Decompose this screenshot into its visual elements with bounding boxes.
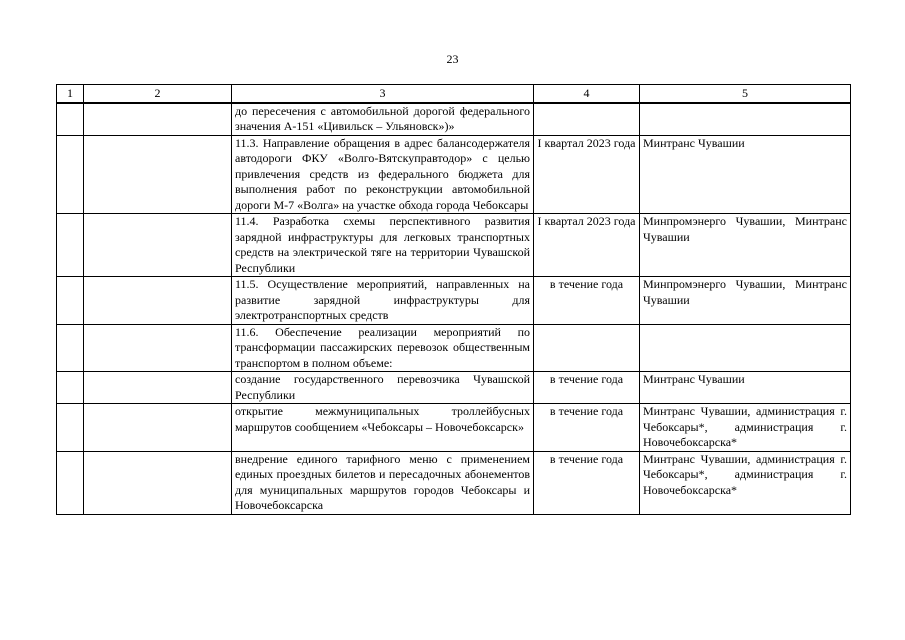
row-number-cell: [57, 404, 84, 452]
responsible-cell: Минпромэнерго Чувашии, Минтранс Чувашии: [640, 277, 851, 325]
responsible-cell: Минтранс Чувашии, администрация г. Чебоксары*, администрация г. Новочебоксарска*: [640, 404, 851, 452]
deadline-cell: I квартал 2023 года: [534, 135, 640, 214]
table-row: [57, 404, 851, 452]
table-row: [57, 372, 851, 404]
row-number-cell: [57, 214, 84, 277]
measure-cell: 11.3. Направление обращения в адрес балансодержателя автодороги ФКУ «Волго-Вятскуправтодор» с целью привлечения средств из федерального бюджета для выполнения работ по реконструкции автомобильной дороги М-7 «Волга» на участке обхода города Чебоксары: [232, 135, 534, 214]
row-number-cell: [57, 451, 84, 514]
row-section-cell: [84, 277, 232, 325]
responsible-cell: Минтранс Чувашии: [640, 135, 851, 214]
row-number-cell: [57, 372, 84, 404]
measure-cell: создание государственного перевозчика Чувашской Республики: [232, 372, 534, 404]
column-header-5: 5: [640, 85, 851, 103]
page-number: 23: [446, 52, 459, 66]
responsible-cell: Минпромэнерго Чувашии, Минтранс Чувашии: [640, 214, 851, 277]
measure-cell: внедрение единого тарифного меню с применением единых проездных билетов и пересадочных абонементов для муниципальных маршрутов городов Чебоксары и Новочебоксарска: [232, 451, 534, 514]
row-section-cell: [84, 135, 232, 214]
responsible-cell: [640, 103, 851, 136]
table-row: [57, 135, 851, 214]
row-section-cell: [84, 404, 232, 452]
row-number-cell: [57, 103, 84, 136]
row-section-cell: [84, 214, 232, 277]
column-header-2: 2: [84, 85, 232, 103]
measure-cell: открытие межмуниципальных троллейбусных маршрутов сообщением «Чебоксары – Новочебоксарск»: [232, 404, 534, 452]
row-section-cell: [84, 324, 232, 372]
table-row: [57, 214, 851, 277]
column-header-4: 4: [534, 85, 640, 103]
measure-cell: 11.5. Осуществление мероприятий, направленных на развитие зарядной инфраструктуры для электротранспортных средств: [232, 277, 534, 325]
deadline-cell: в течение года: [534, 451, 640, 514]
column-header-1: 1: [57, 85, 84, 103]
measure-cell: до пересечения с автомобильной дорогой федерального значения А-151 «Цивильск – Ульяновск»)»: [232, 103, 534, 136]
deadline-cell: в течение года: [534, 404, 640, 452]
deadline-cell: в течение года: [534, 277, 640, 325]
column-header-3: 3: [232, 85, 534, 103]
row-section-cell: [84, 451, 232, 514]
table-row: [57, 103, 851, 136]
table-row: [57, 277, 851, 325]
deadline-cell: [534, 103, 640, 136]
action-plan-table: [56, 84, 851, 515]
table-row: [57, 451, 851, 514]
row-section-cell: [84, 103, 232, 136]
responsible-cell: Минтранс Чувашии, администрация г. Чебоксары*, администрация г. Новочебоксарска*: [640, 451, 851, 514]
responsible-cell: [640, 324, 851, 372]
deadline-cell: I квартал 2023 года: [534, 214, 640, 277]
table-row: [57, 324, 851, 372]
measure-cell: 11.4. Разработка схемы перспективного развития зарядной инфраструктуры для легковых транспортных средств на электрической тяге на территории Чувашской Республики: [232, 214, 534, 277]
row-section-cell: [84, 372, 232, 404]
row-number-cell: [57, 324, 84, 372]
row-number-cell: [57, 135, 84, 214]
deadline-cell: в течение года: [534, 372, 640, 404]
measure-cell: 11.6. Обеспечение реализации мероприятий по трансформации пассажирских перевозок общественным транспортом в полном объеме:: [232, 324, 534, 372]
deadline-cell: [534, 324, 640, 372]
row-number-cell: [57, 277, 84, 325]
table-header-row: [57, 85, 851, 103]
responsible-cell: Минтранс Чувашии: [640, 372, 851, 404]
